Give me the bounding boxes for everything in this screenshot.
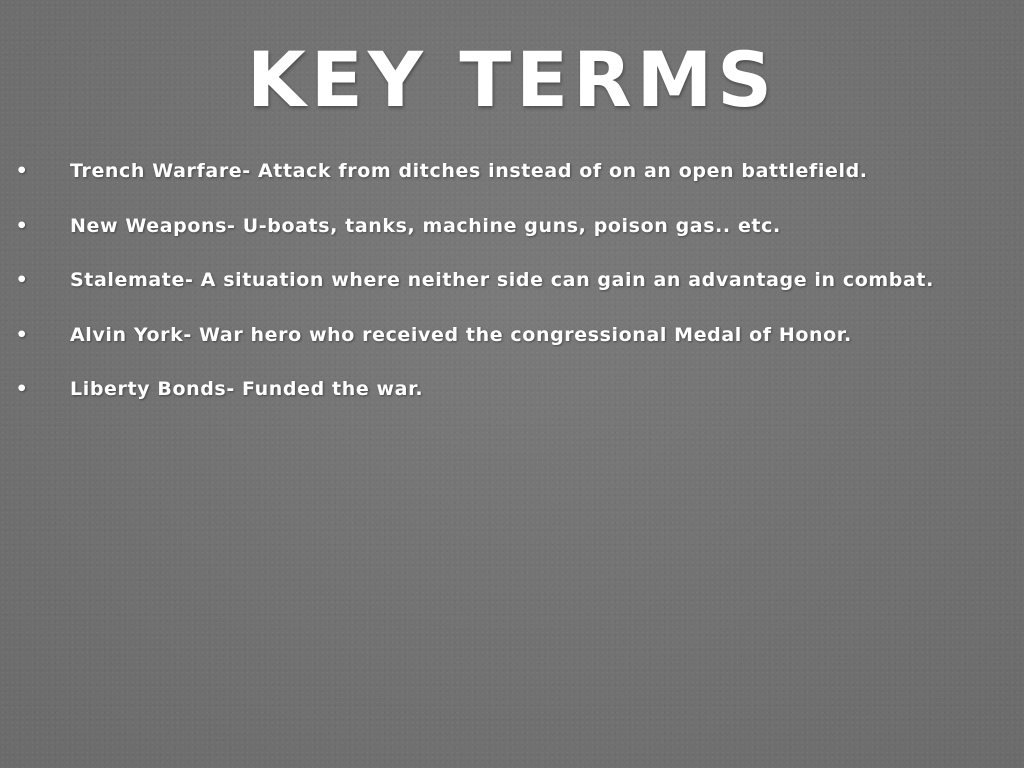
- list-item: [0, 316, 1000, 371]
- list-item: [0, 261, 1000, 316]
- bullet-icon: •: [15, 323, 29, 346]
- term-text: Trench Warfare- Attack from ditches instead of on an open battlefield.: [70, 160, 868, 182]
- list-item: [0, 370, 1000, 425]
- bullet-icon: •: [15, 269, 29, 291]
- bullet-icon: •: [15, 378, 29, 400]
- term-text: Liberty Bonds- Funded the war.: [70, 378, 424, 400]
- term-text: Stalemate- A situation where neither side can gain an advantage in combat.: [70, 269, 934, 291]
- term-text: New Weapons- U-boats, tanks, machine guns, poison gas.. etc.: [70, 214, 781, 237]
- bullet-icon: •: [15, 160, 29, 182]
- slide-title: KEY TERMS: [247, 35, 777, 124]
- key-terms-list: [0, 152, 1000, 425]
- list-item: [0, 152, 1000, 207]
- term-text: Alvin York- War hero who received the congressional Medal of Honor.: [70, 323, 852, 346]
- bullet-icon: •: [15, 214, 29, 237]
- list-item: [0, 207, 1000, 262]
